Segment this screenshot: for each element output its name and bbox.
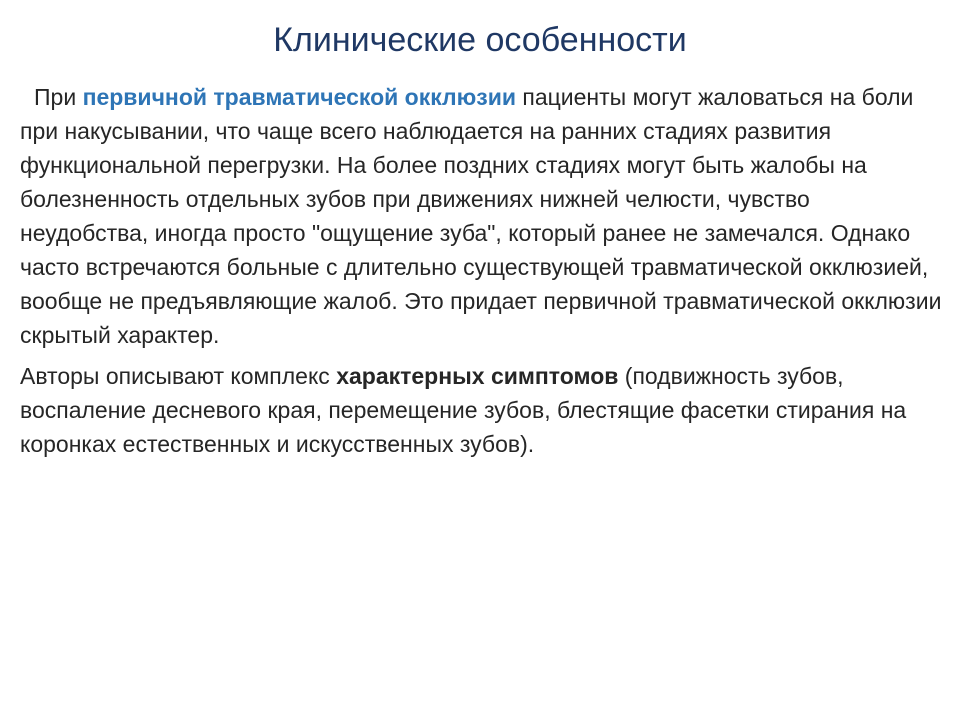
paragraph2-lead: Авторы описывают комплекс xyxy=(20,363,337,389)
slide-title: Клинические особенности xyxy=(273,21,687,59)
paragraph2-highlight: характерных симптомов xyxy=(336,363,619,389)
paragraph1-rest: пациенты могут жаловаться на боли при накусывании, что чаще всего наблюдается на ранних стадиях развития функциональной перегрузки. На более поздних стадиях могут быть жалобы на болезненность отдельных зубов при движениях нижней челюсти, чувство неудобства, иногда просто "ощущение зуба", который ранее не замечался. Однако часто встречаются больные с длительно существующей травматической окклюзией, вообще не предъявляющие жалоб. Это придает первичной травматической окклюзии скрытый характер. xyxy=(20,84,942,348)
paragraph-symptoms xyxy=(20,359,944,461)
paragraph1-lead: При xyxy=(34,84,83,110)
paragraph1-highlight: первичной травматической окклюзии xyxy=(82,84,516,110)
paragraph-primary-occlusion xyxy=(20,80,944,352)
slide-body xyxy=(20,80,944,461)
paragraph2-rest: (подвижность зубов, воспаление десневого края, перемещение зубов, блестящие фасетки стирания на коронках естественных и искусственных зубов). xyxy=(20,363,907,457)
